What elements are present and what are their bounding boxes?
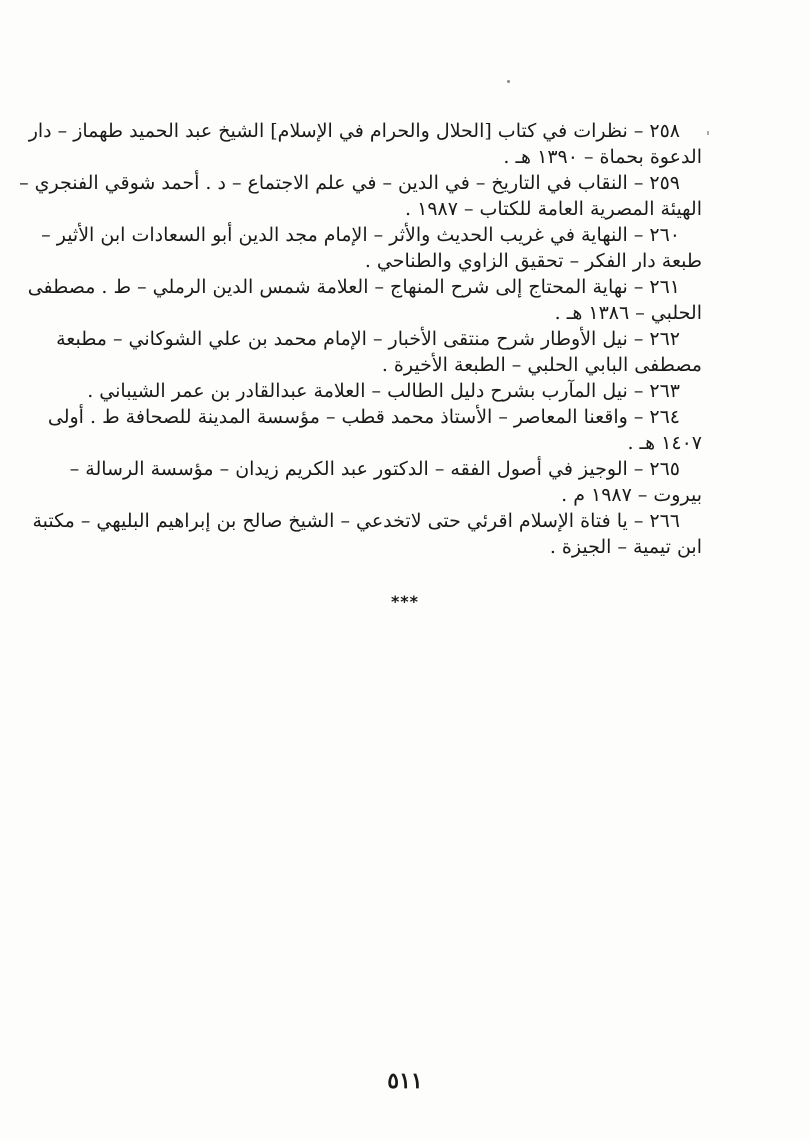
entry-line: ٢٦١ – نهاية المحتاج إلى شرح المنهاج – العلامة شمس الدين الرملي – ط . مصطفى: [27, 276, 680, 298]
section-separator: ***: [390, 592, 420, 611]
bibliography-entry-263: [87, 378, 702, 404]
entry-line: ٢٦٥ – الوجيز في أصول الفقه – الدكتور عبد الكريم زيدان – مؤسسة الرسالة –: [69, 458, 680, 480]
entry-line: مصطفى البابي الحلبي – الطبعة الأخيرة .: [381, 354, 702, 376]
bibliography-entry-266: [32, 508, 702, 560]
entry-line: ٢٦٢ – نيل الأوطار شرح منتقى الأخبار – الإمام محمد بن علي الشوكاني – مطبعة: [56, 328, 680, 350]
bibliography-list: [19, 118, 702, 560]
bibliography-entry-260: [41, 222, 702, 274]
entry-line: الدعوة بحماة – ١٣٩٠ هـ .: [503, 146, 702, 168]
bibliography-entry-258: [28, 118, 702, 170]
entry-line: ٢٦٤ – واقعنا المعاصر – الأستاذ محمد قطب – مؤسسة المدينة للصحافة ط . أولى: [47, 406, 680, 428]
bibliography-entry-264: [47, 404, 702, 456]
entry-line: ٢٦٦ – يا فتاة الإسلام اقرئي حتى لاتخدعي – الشيخ صالح بن إبراهيم البليهي – مكتبة: [32, 510, 680, 532]
entry-line: ٢٥٨ – نظرات في كتاب [الحلال والحرام في الإسلام] الشيخ عبد الحميد طهماز – دار: [28, 120, 680, 142]
entry-line: الحلبي – ١٣٨٦ هـ .: [554, 302, 702, 324]
entry-line: ابن تيمية – الجيزة .: [549, 536, 702, 558]
bibliography-entry-265: [69, 456, 702, 508]
ink-speck: [507, 80, 510, 83]
bibliography-entry-261: [27, 274, 702, 326]
entry-line: بيروت – ١٩٨٧ م .: [561, 484, 702, 506]
page-number: ٥١١: [387, 1068, 423, 1094]
entry-line: ٢٦٠ – النهاية في غريب الحديث والأثر – الإمام مجد الدين أبو السعادات ابن الأثير –: [41, 224, 680, 246]
entry-line: ١٤٠٧ هـ .: [627, 432, 702, 454]
margin-mark: [707, 131, 709, 135]
bibliography-entry-262: [56, 326, 702, 378]
entry-line: الهيئة المصرية العامة للكتاب – ١٩٨٧ .: [405, 198, 702, 220]
entry-line: ٢٥٩ – النقاب في التاريخ – في الدين – في علم الاجتماع – د . أحمد شوقي الفنجري –: [19, 172, 680, 194]
bibliography-entry-259: [19, 170, 702, 222]
entry-line: طبعة دار الفكر – تحقيق الزاوي والطناحي .: [364, 250, 702, 272]
entry-line: ٢٦٣ – نيل المآرب بشرح دليل الطالب – العلامة عبدالقادر بن عمر الشيباني .: [87, 380, 680, 402]
